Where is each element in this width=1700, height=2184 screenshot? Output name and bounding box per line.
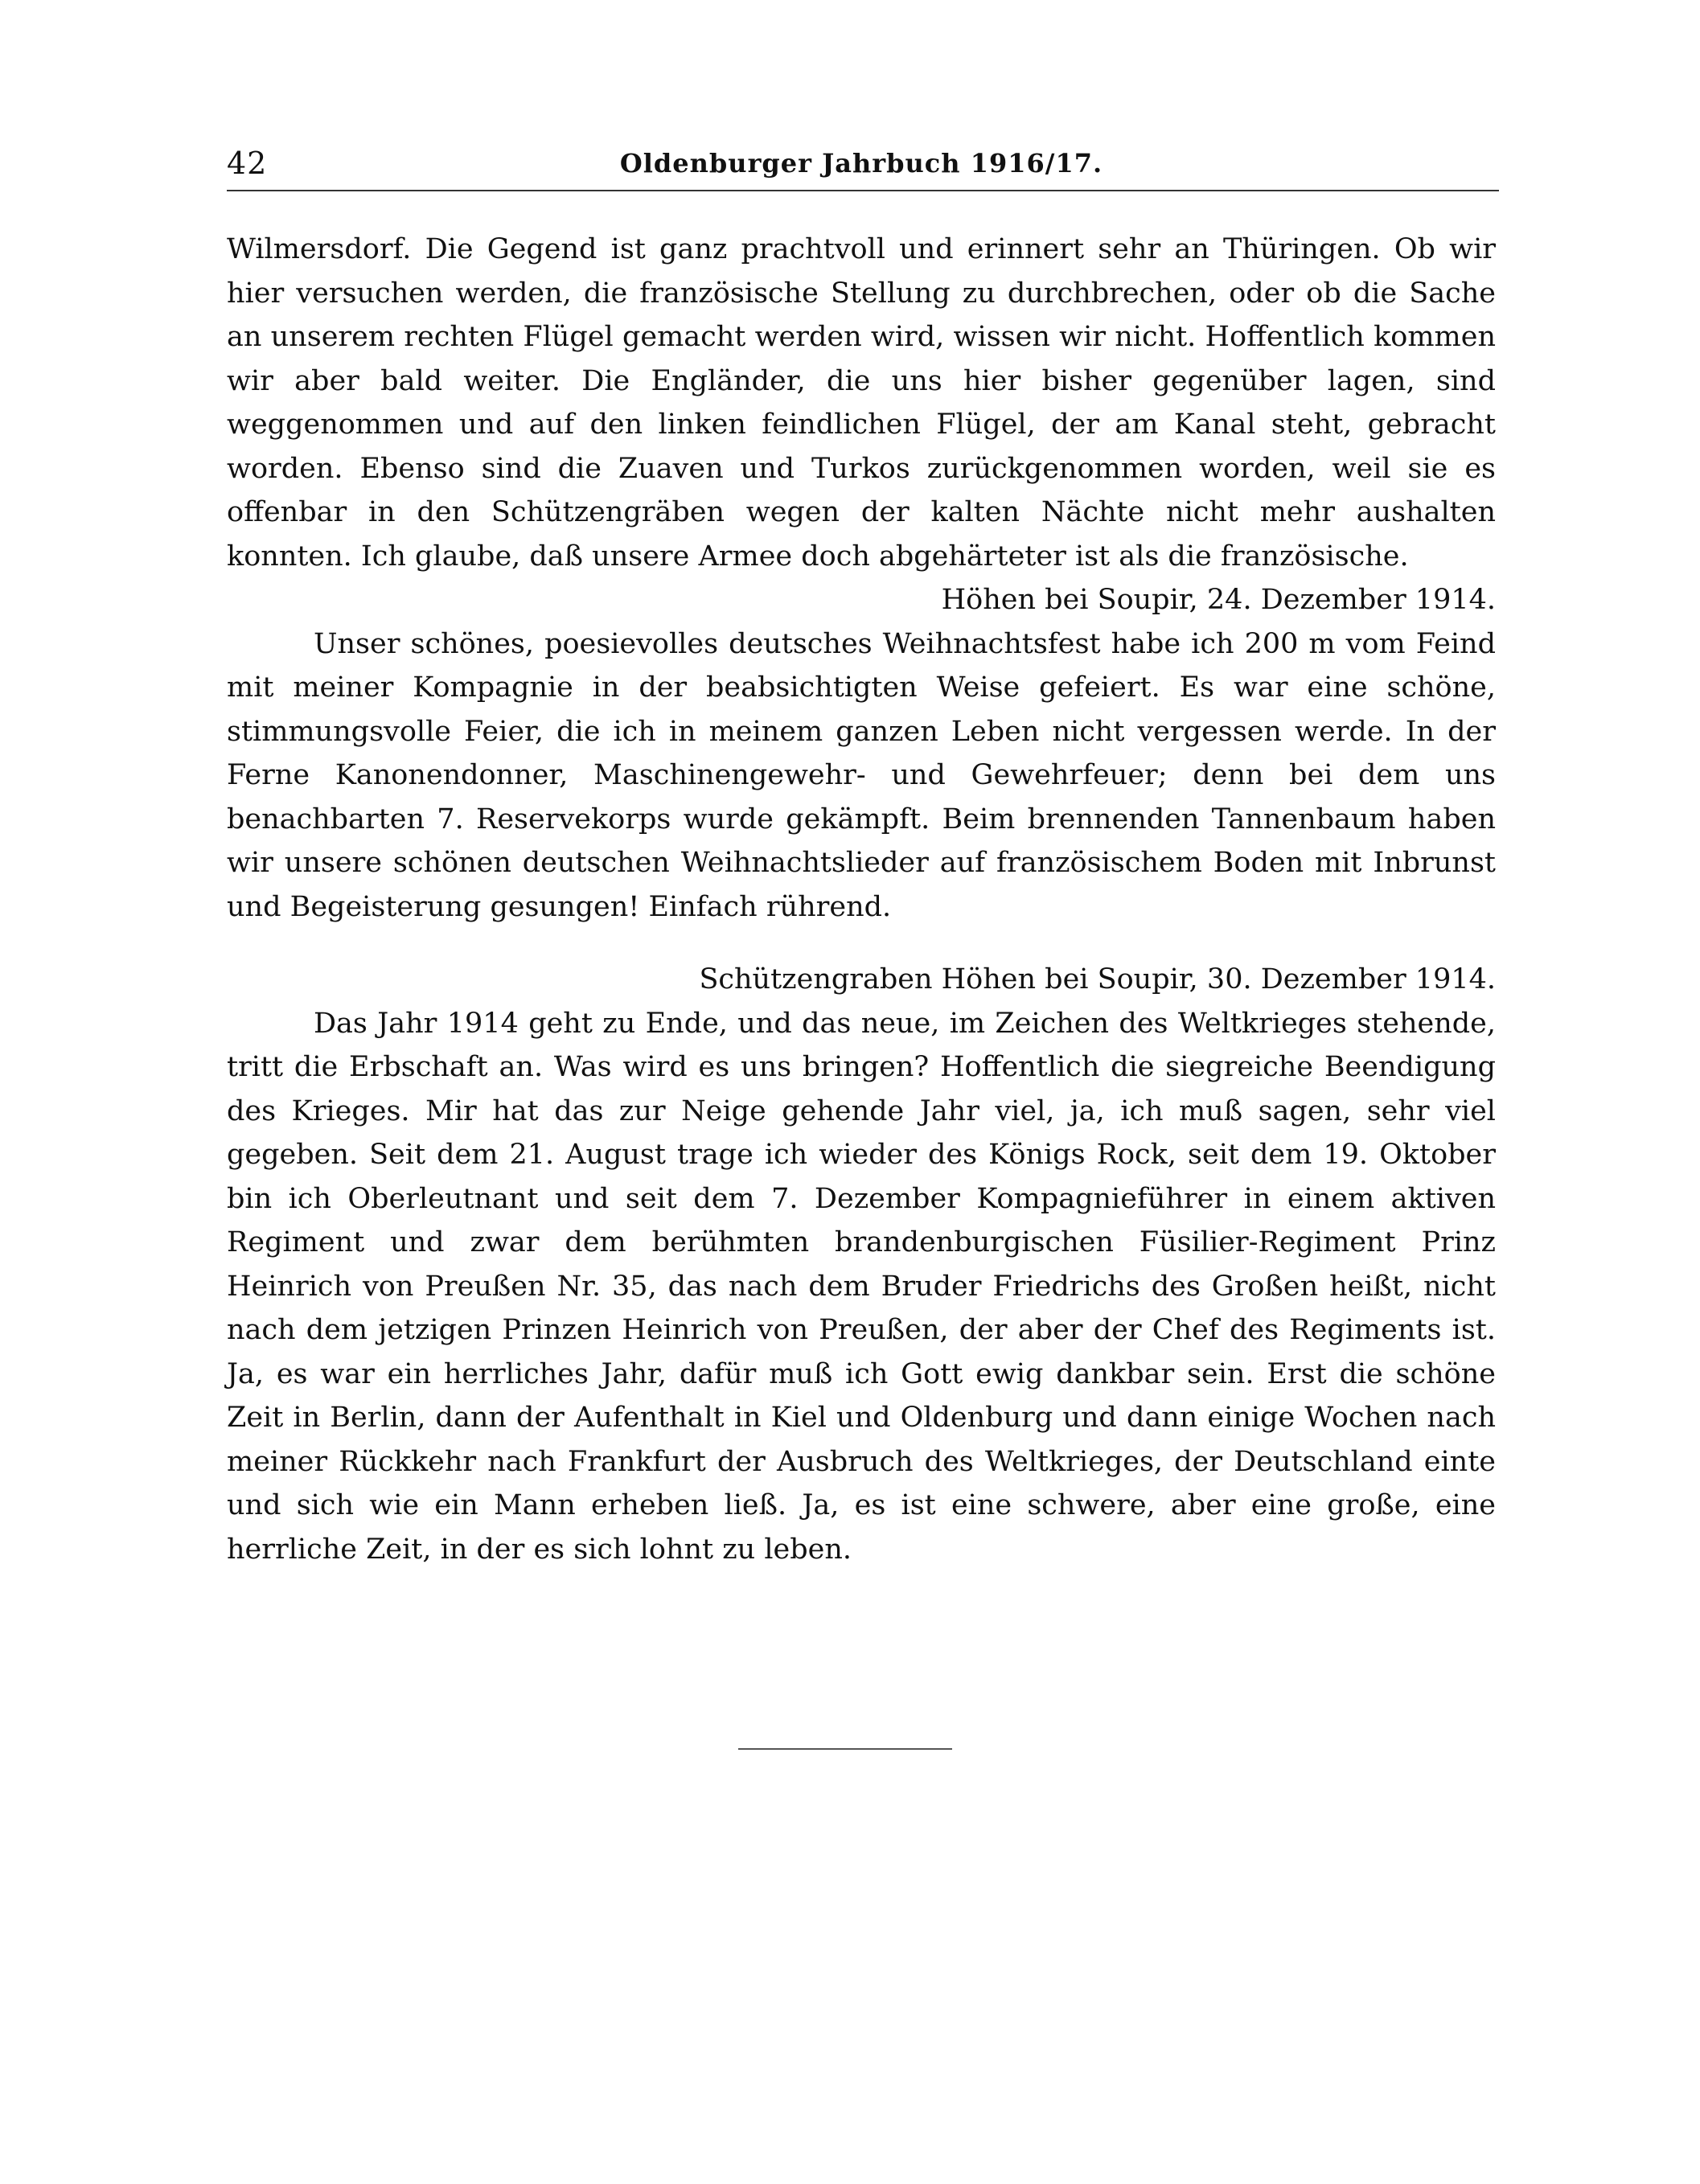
running-title: Oldenburger Jahrbuch 1916/17. [619,148,1103,179]
dateline-december-24: Höhen bei Soupir, 24. Dezember 1914. [941,584,1496,616]
entry-paragraph-december-24: Unser schönes, poesievolles deutsches Weihnachtsfest habe ich 200 m vom Feind mit meiner Kompagnie in der beabsichtigten Weise gefeiert. Es war eine schöne, stimmungsvolle Feier, die ich in meinem ganzen Leben nicht vergessen werde. In der Ferne Kanonendonner, Maschinengewehr- und Gewehrfeuer; denn bei dem uns benachbarten 7. Reservekorps wurde gekämpft. Beim brennenden Tannenbaum haben wir unsere schönen deutschen Weihnachtslieder auf französischem Boden mit Inbrunst und Begeisterung gesungen! Einfach rührend. [227,627,1496,923]
entry-paragraph-december-30: Das Jahr 1914 geht zu Ende, und das neue, im Zeichen des Weltkrieges stehende, tritt die Erbschaft an. Was wird es uns bringen? Hoffentlich die siegreiche Beendigung des Krieges. Mir hat das zur Neige gehende Jahr viel, ja, ich muß sagen, sehr viel gegeben. Seit dem 21. August trage ich wieder des Königs Rock, seit dem 19. Oktober bin ich Oberleutnant und seit dem 7. Dezember Kompagnieführer in einem aktiven Regiment und zwar dem berühmten brandenburgischen Füsilier-Regiment Prinz Heinrich von Preußen Nr. 35, das nach dem Bruder Friedrichs des Großen heißt, nicht nach dem jetzigen Prinzen Heinrich von Preußen, der aber der Chef des Regiments ist. Ja, es war ein herrliches Jahr, dafür muß ich Gott ewig dankbar sein. Erst die schöne Zeit in Berlin, dann der Aufenthalt in Kiel und Oldenburg und dann einige Wochen nach meiner Rückkehr nach Frankfurt der Ausbruch des Weltkrieges, der Deutschland einte und sich wie ein Mann erheben ließ. Ja, es ist eine schwere, aber eine große, eine herrliche Zeit, in der es sich lohnt zu leben. [227,1007,1496,1566]
section-gap [227,929,1496,958]
dateline-december-30: Schützengraben Höhen bei Soupir, 30. Dezember 1914. [699,963,1496,996]
body-text [227,228,1496,1571]
header-rule [227,190,1499,191]
page-number: 42 [227,146,268,181]
continuation-paragraph: Wilmersdorf. Die Gegend ist ganz prachtvoll und erinnert sehr an Thüringen. Ob wir hier versuchen werden, die französische Stellung zu durchbrechen, oder ob die Sache an unserem rechten Flügel gemacht werden wird, wissen wir nicht. Hoffentlich kommen wir aber bald weiter. Die Engländer, die uns hier bisher gegenüber lagen, sind weggenommen und auf den linken feindlichen Flügel, der am Kanal steht, gebracht worden. Ebenso sind die Zuaven und Turkos zurückgenommen worden, weil sie es offenbar in den Schützengräben wegen der kalten Nächte nicht mehr aushalten konnten. Ich glaube, daß unsere Armee doch abgehärteter ist als die französische. [227,233,1496,573]
page-header [227,145,1496,182]
end-rule [738,1748,952,1750]
